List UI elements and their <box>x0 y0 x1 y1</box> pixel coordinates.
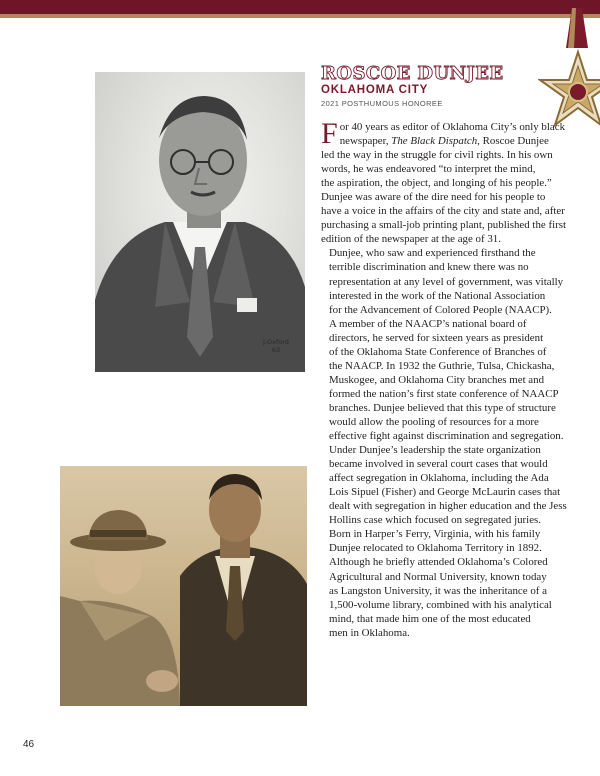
text-line: terrible discrimination and knew there was no <box>329 261 529 274</box>
medal-star-icon <box>538 8 600 138</box>
text-line: Agricultural and Normal University, known today <box>329 570 547 583</box>
text-line: or 40 years as editor of Oklahoma City’s only black <box>339 121 566 133</box>
honoree-caption: 2021 POSTHUMOUS HONOREE <box>321 99 443 108</box>
article-body <box>321 117 571 640</box>
text-line: Under Dunjee’s leadership the state organization <box>329 444 541 457</box>
text-line: have a voice in the affairs of the city and state and, after <box>321 205 565 218</box>
text-line: directors, he served for sixteen years as president <box>329 331 544 344</box>
text-line: A member of the NAACP’s national board of <box>329 317 527 330</box>
text-line: Lois Sipuel (Fisher) and George McLaurin cases that <box>329 486 561 499</box>
text-line: edition of the newspaper at the age of 31. <box>321 233 501 246</box>
text-line: Dunjee, who saw and experienced firsthand the <box>329 247 536 260</box>
text-line: as Langston University, it was the inheritance of a <box>329 584 547 597</box>
top-gold-rule <box>0 14 600 18</box>
text-line: the NAACP. In 1932 the Guthrie, Tulsa, Chickasha, <box>329 359 555 372</box>
newspaper-title: The Black Dispatch <box>391 135 478 148</box>
text-line: Although he briefly attended Oklahoma’s Colored <box>329 556 548 569</box>
text-line: dealt with segregation in higher education and the Jess <box>329 500 567 513</box>
text-line: for the Advancement of Colored People (NAACP). <box>329 303 552 316</box>
text-line: effective fight against discrimination and segregation. <box>329 430 564 443</box>
text-line: Muskogee, and Oklahoma City branches met and <box>329 373 545 386</box>
text-line: purchasing a small-job printing plant, published the first <box>321 219 566 232</box>
article-paragraph <box>321 527 571 639</box>
text-line: words, he was endeavored “to interpret the mind, <box>321 163 536 176</box>
text-line: men in Oklahoma. <box>329 626 410 639</box>
article-paragraph <box>321 246 571 527</box>
text-line: led the way in the struggle for civil rights. In his own <box>321 149 553 162</box>
drop-cap: F <box>321 117 338 150</box>
text-line: the aspiration, the object, and longing of his people.” <box>321 177 552 190</box>
page-number: 46 <box>23 739 35 750</box>
text-line: branches. Dunjee believed that this type of structure <box>329 401 556 414</box>
historical-photo <box>60 466 307 706</box>
article-paragraph <box>321 117 571 246</box>
text-line: mind, that made him one of the most educated <box>329 612 531 625</box>
top-color-band <box>0 0 600 14</box>
text-line: Hollins case which focused on segregated juries. <box>329 514 542 527</box>
page-title: ROSCOE DUNJEE <box>321 63 504 84</box>
city-subtitle: OKLAHOMA CITY <box>321 84 429 96</box>
text-line: 1,500-volume library, combined with his analytical <box>329 598 552 611</box>
text-line: representation at any level of government, was vitally <box>329 275 564 288</box>
text-line: Dunjee relocated to Oklahoma Territory in 1892. <box>329 542 542 555</box>
text-line: formed the nation’s first state conference of NAACP <box>329 387 559 400</box>
text-line: would allow the pooling of resources for a more <box>329 415 539 428</box>
portrait-sketch <box>95 72 305 372</box>
text-line: Dunjee was aware of the dire need for his people to <box>321 191 546 204</box>
text-line: Born in Harper’s Ferry, Virginia, with his family <box>329 528 541 541</box>
text-line: interested in the work of the National Association <box>329 289 546 302</box>
text-line: of the Oklahoma State Conference of Branches of <box>329 345 547 358</box>
portrait-signature: J.Oxford 63 <box>263 338 289 354</box>
text-line: newspaper, The Black Dispatch, Roscoe Dunjee <box>339 135 549 148</box>
text-line: became involved in several court cases that would <box>329 458 548 471</box>
text-line: affect segregation in Oklahoma, including the Ada <box>329 472 549 485</box>
